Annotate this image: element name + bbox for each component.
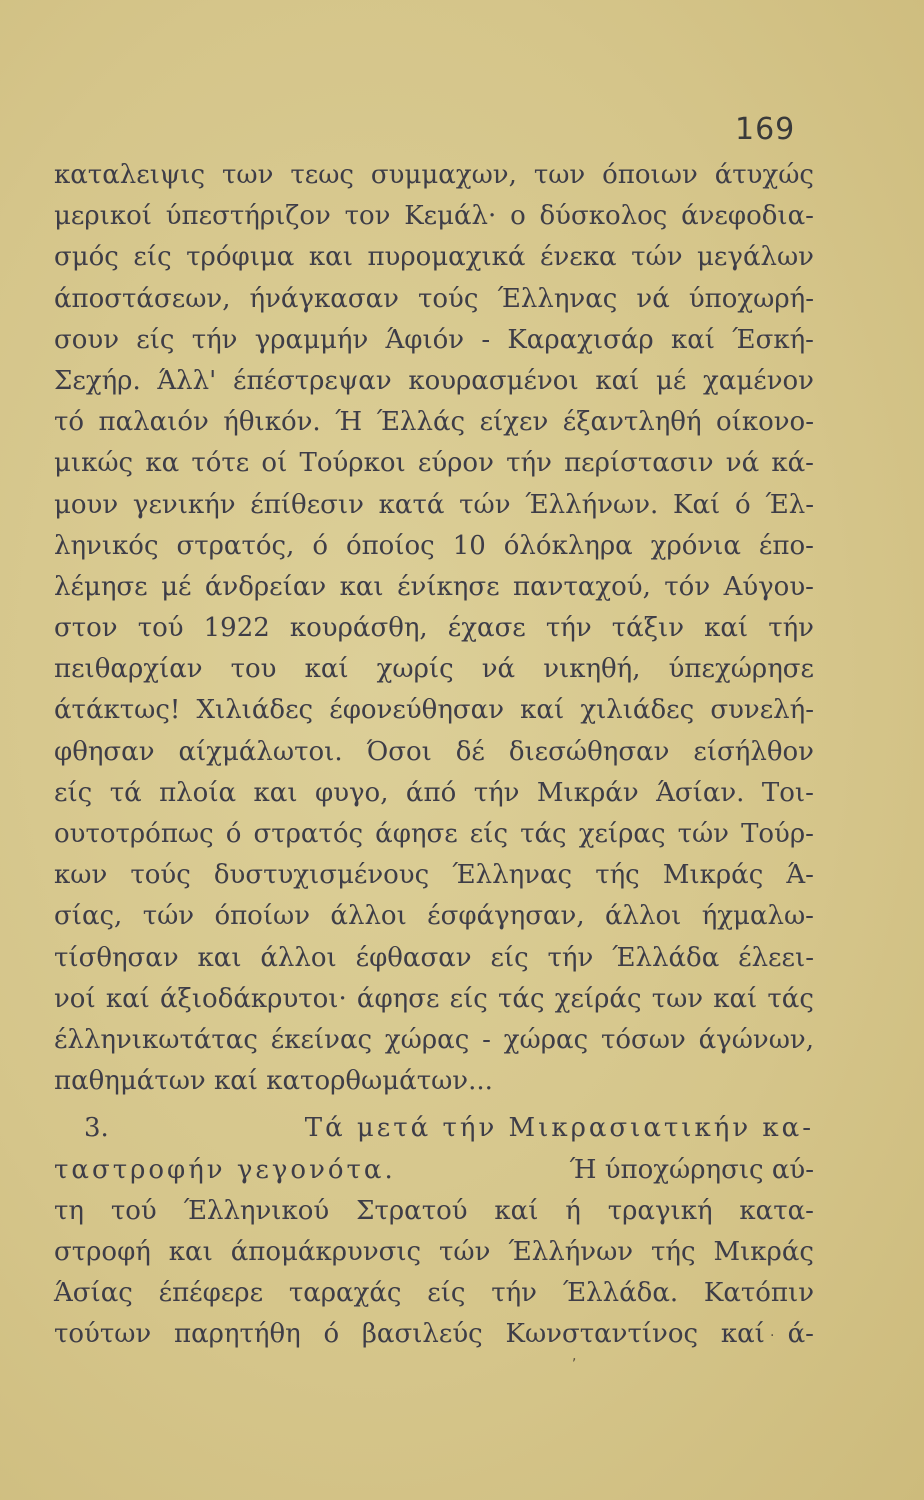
text-line: λέμησε μέ άνδρείαν και ένίκησε πανταχού, τόν Αύγου- (54, 571, 814, 602)
text-line: σμός είς τρόφιμα και πυρομαχικά ένεκα τών μεγάλων (54, 242, 814, 273)
text-line: σουν είς τήν γραμμήν Άφιόν - Καραχισάρ καί Έσκή- (54, 324, 814, 355)
text-line: μουν γενικήν έπίθεσιν κατά τών Έλλήνων. Καί ό Έλ- (54, 489, 814, 520)
paper-speck: , (572, 1348, 577, 1364)
page-number: 169 (735, 112, 796, 147)
text-line: κων τούς δυστυχισμένους Έλληνας τής Μικράς Ά- (54, 860, 814, 891)
text-line: πειθαρχίαν του καί χωρίς νά νικηθή, ύπεχώρησε (54, 654, 814, 685)
text-line: τούτων παρητήθη ό βασιλεύς Κωνσταντίνος καί ά- (54, 1319, 814, 1350)
text-line: ληνικός στρατός, ό όποίος 10 όλόκληρα χρόνια έπο- (54, 530, 814, 561)
text-line: Άσίας έπέφερε ταραχάς είς τήν Έλλάδα. Κατόπιν (54, 1278, 814, 1309)
text-line: ουτοτρόπως ό στρατός άφησε είς τάς χείρας τών Τούρ- (54, 819, 814, 849)
text-line: φθησαν αίχμάλωτοι. Όσοι δέ διεσώθησαν είσήλθον (54, 736, 814, 767)
text-line: άτάκτως! Χιλιάδες έφονεύθησαν καί χιλιάδες συνελή- (54, 695, 814, 726)
text-line: είς τά πλοία και φυγο, άπό τήν Μικράν Άσίαν. Τοι- (54, 777, 814, 808)
text-line: άποστάσεων, ήνάγκασαν τούς Έλληνας νά ύποχωρή- (54, 283, 814, 314)
section-number: 3. (84, 1113, 109, 1144)
text-line: νοί καί άξιοδάκρυτοι· άφησε είς τάς χείράς των καί τάς (54, 983, 814, 1014)
text-line: καταλειψις των τεως συμμαχων, των όποιων άτυχώς (54, 160, 814, 190)
section-heading-line (54, 1150, 814, 1191)
text-line: έλληνικωτάτας έκείνας χώρας - χώρας τόσων άγώνων, (54, 1024, 814, 1055)
text-line: παθημάτων καί κατορθωμάτων... (54, 1066, 493, 1097)
section-heading-line (54, 1108, 814, 1149)
section-title: Τά μετά τήν Μικρασιατικήν κα- (304, 1113, 814, 1144)
text-line: στον τού 1922 κουράσθη, έχασε τήν τάξιν καί τήν (54, 613, 814, 644)
text-fragment: Ή ύποχώρησις αύ- (569, 1154, 814, 1185)
text-line: μερικοί ύπεστήριζον τον Κεμάλ· ο δύσκολος άνεφοδια- (54, 201, 814, 232)
text-line: σίας, τών όποίων άλλοι έσφάγησαν, άλλοι ήχμαλω- (54, 901, 814, 932)
text-line: τίσθησαν και άλλοι έφθασαν είς τήν Έλλάδα έλεει- (54, 942, 814, 973)
text-line: στροφή και άπομάκρυνσις τών Έλλήνων τής Μικράς (54, 1236, 814, 1267)
body-text (54, 155, 814, 1355)
text-line: τη τού Έλληνικού Στρατού καί ή τραγική κατα- (54, 1195, 814, 1226)
text-line: Σεχήρ. Άλλ' έπέστρεψαν κουρασμένοι καί μέ χαμένον (54, 365, 814, 396)
text-line: μικώς κα τότε οί Τούρκοι εύρον τήν περίστασιν νά κά- (54, 448, 814, 479)
paper-speck: · (770, 1328, 775, 1344)
section-title-continued: ταστροφήν γεγονότα. (54, 1154, 396, 1185)
text-line: τό παλαιόν ήθικόν. Ή Έλλάς είχεν έξαντληθή οίκονο- (54, 407, 814, 438)
